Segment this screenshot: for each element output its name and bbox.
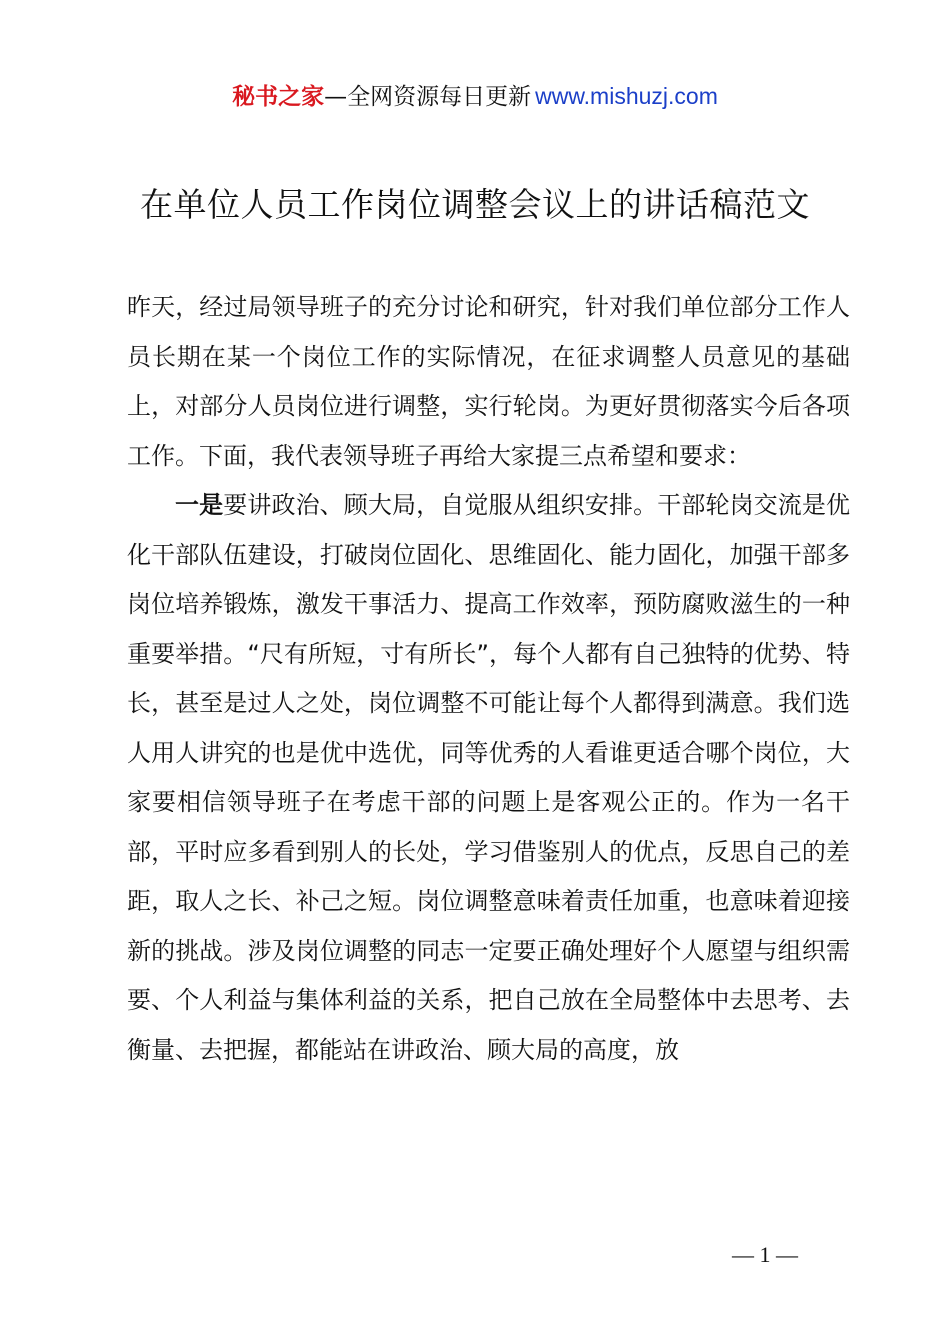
point-one-text: 要讲政治、顾大局，自觉服从组织安排。干部轮岗交流是优化干部队伍建设，打破岗位固化、思维固化、能力固化，加强干部多岗位培养锻炼，激发干事活力、提高工作效率，预防腐败滋生的一种重要举措。“尺有所短，寸有所长”，每个人都有自己独特的优势、特长，甚至是过人之处，岗位调整不可能让每个人都得到满意。我们选人用人讲究的也是优中选优，同等优秀的人看谁更适合哪个岗位，大家要相信领导班子在考虑干部的问题上是客观公正的。作为一名干部，平时应多看到别人的长处，学习借鉴别人的优点，反思自己的差距，取人之长、补己之短。岗位调整意味着责任加重，也意味着迎接新的挑战。涉及岗位调整的同志一定要正确处理好个人愿望与组织需要、个人利益与集体利益的关系，把自己放在全局整体中去思考、去衡量、去把握，都能站在讲政治、顾大局的高度，放	[127, 491, 851, 1064]
point-one-paragraph	[127, 481, 850, 1075]
brand-name: 秘书之家	[232, 84, 325, 110]
document-body	[127, 283, 850, 1075]
point-one-lead: 一是	[175, 491, 224, 519]
document-title: 在单位人员工作岗位调整会议上的讲话稿范文	[140, 185, 810, 224]
page-number: — 1 —	[732, 1242, 798, 1267]
header-slogan: —全网资源每日更新	[324, 84, 532, 110]
intro-paragraph	[127, 283, 850, 481]
intro-paragraph-text: 昨天，经过局领导班子的充分讨论和研究，针对我们单位部分工作人员长期在某一个岗位工作的实际情况，在征求调整人员意见的基础上，对部分人员岗位进行调整，实行轮岗。为更好贯彻落实今后各项工作。下面，我代表领导班子再给大家提三点希望和要求：	[127, 293, 850, 470]
site-header	[0, 80, 950, 113]
site-url-link[interactable]: www.mishuzj.com	[535, 83, 718, 109]
